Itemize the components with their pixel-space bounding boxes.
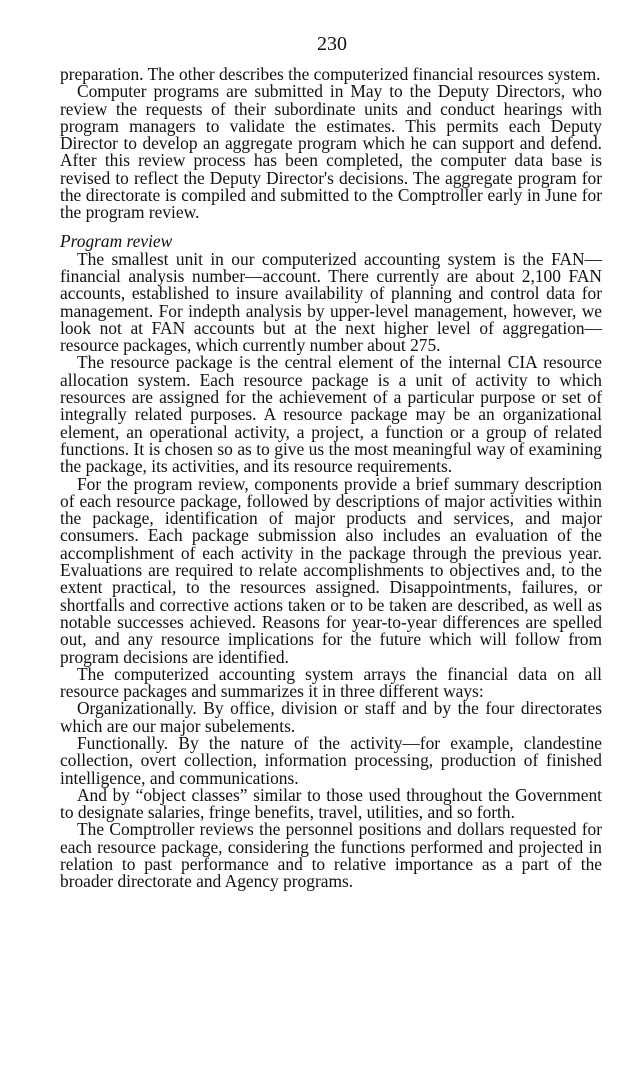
paragraph-computer-programs: Computer programs are submitted in May to the Deputy Directors, who review the requests of their subordinate units and conduct hearings with program managers to validate the estimates. This permits each Deputy Director to develop an aggregate program which he can support and defend. After this review process has been completed, the computer data base is revised to reflect the Deputy Director's decisions. The aggregate program for the directorate is compiled and submitted to the Comptroller early in June for the program review. <box>60 81 602 223</box>
document-page <box>60 0 602 891</box>
paragraph-organizationally: Organizationally. By office, division or staff and by the four directorates which are our major subelements. <box>60 698 602 736</box>
paragraph-object-classes: And by “object classes” similar to those used throughout the Government to designate salaries, fringe benefits, travel, utilities, and so forth. <box>60 784 602 823</box>
paragraph-continuation: preparation. The other describes the computerized financial resources system. <box>60 64 601 84</box>
paragraph-comptroller-reviews: The Comptroller reviews the personnel positions and dollars requested for each resource package, considering the functions performed and projected in relation to past performance and to relative importance as a part of the broader directorate and Agency programs. <box>60 819 602 892</box>
paragraph-smallest-unit: The smallest unit in our computerized accounting system is the FAN—financial analysis number—account. There currently are about 2,100 FAN accounts, established to insure availability of planning and control data for management. For indepth analysis by upper-level management, however, we look not at FAN accounts but at the next higher level of aggregation—resource packages, which currently number about 275. <box>60 248 602 356</box>
body-after-heading <box>60 248 602 892</box>
paragraph-accounting-arrays: The computerized accounting system arrays the financial data on all resource packages and summarizes it in three different ways: <box>60 663 602 702</box>
body-before-heading <box>60 66 602 222</box>
paragraph-program-review-components: For the program review, components provide a brief summary description of each resource package, followed by descriptions of major activities within the package, identification of major products and services, and major consumers. Each package submission also includes an evaluation of the accomplishment of each activity in the package through the previous year. Evaluations are required to relate accomplishments to objectives and, to the extent practical, to the resources assigned. Disappointments, failures, or shortfalls and corrective actions taken or to be taken are described, as well as notable successes achieved. Reasons for year-to-year differences are spelled out, and any resource implications for the future which will follow from program decisions are identified. <box>60 473 602 667</box>
section-heading-program-review: Program review <box>60 230 173 251</box>
page-number: 230 <box>317 33 347 55</box>
paragraph-resource-package: The resource package is the central element of the internal CIA resource allocation system. Each resource package is a unit of activity to which resources are assigned for the achievement of a particular purpose or set of integrally related purposes. A resource package may be an organizational element, an operational activity, a project, a function or a group of related functions. It is chosen so as to give us the most meaningful way of examining the package, its activities, and its resource requirements. <box>60 352 602 477</box>
paragraph-functionally: Functionally. By the nature of the activity—for example, clandestine collection, overt collection, information processing, production of finished intelligence, and communications. <box>60 732 602 788</box>
